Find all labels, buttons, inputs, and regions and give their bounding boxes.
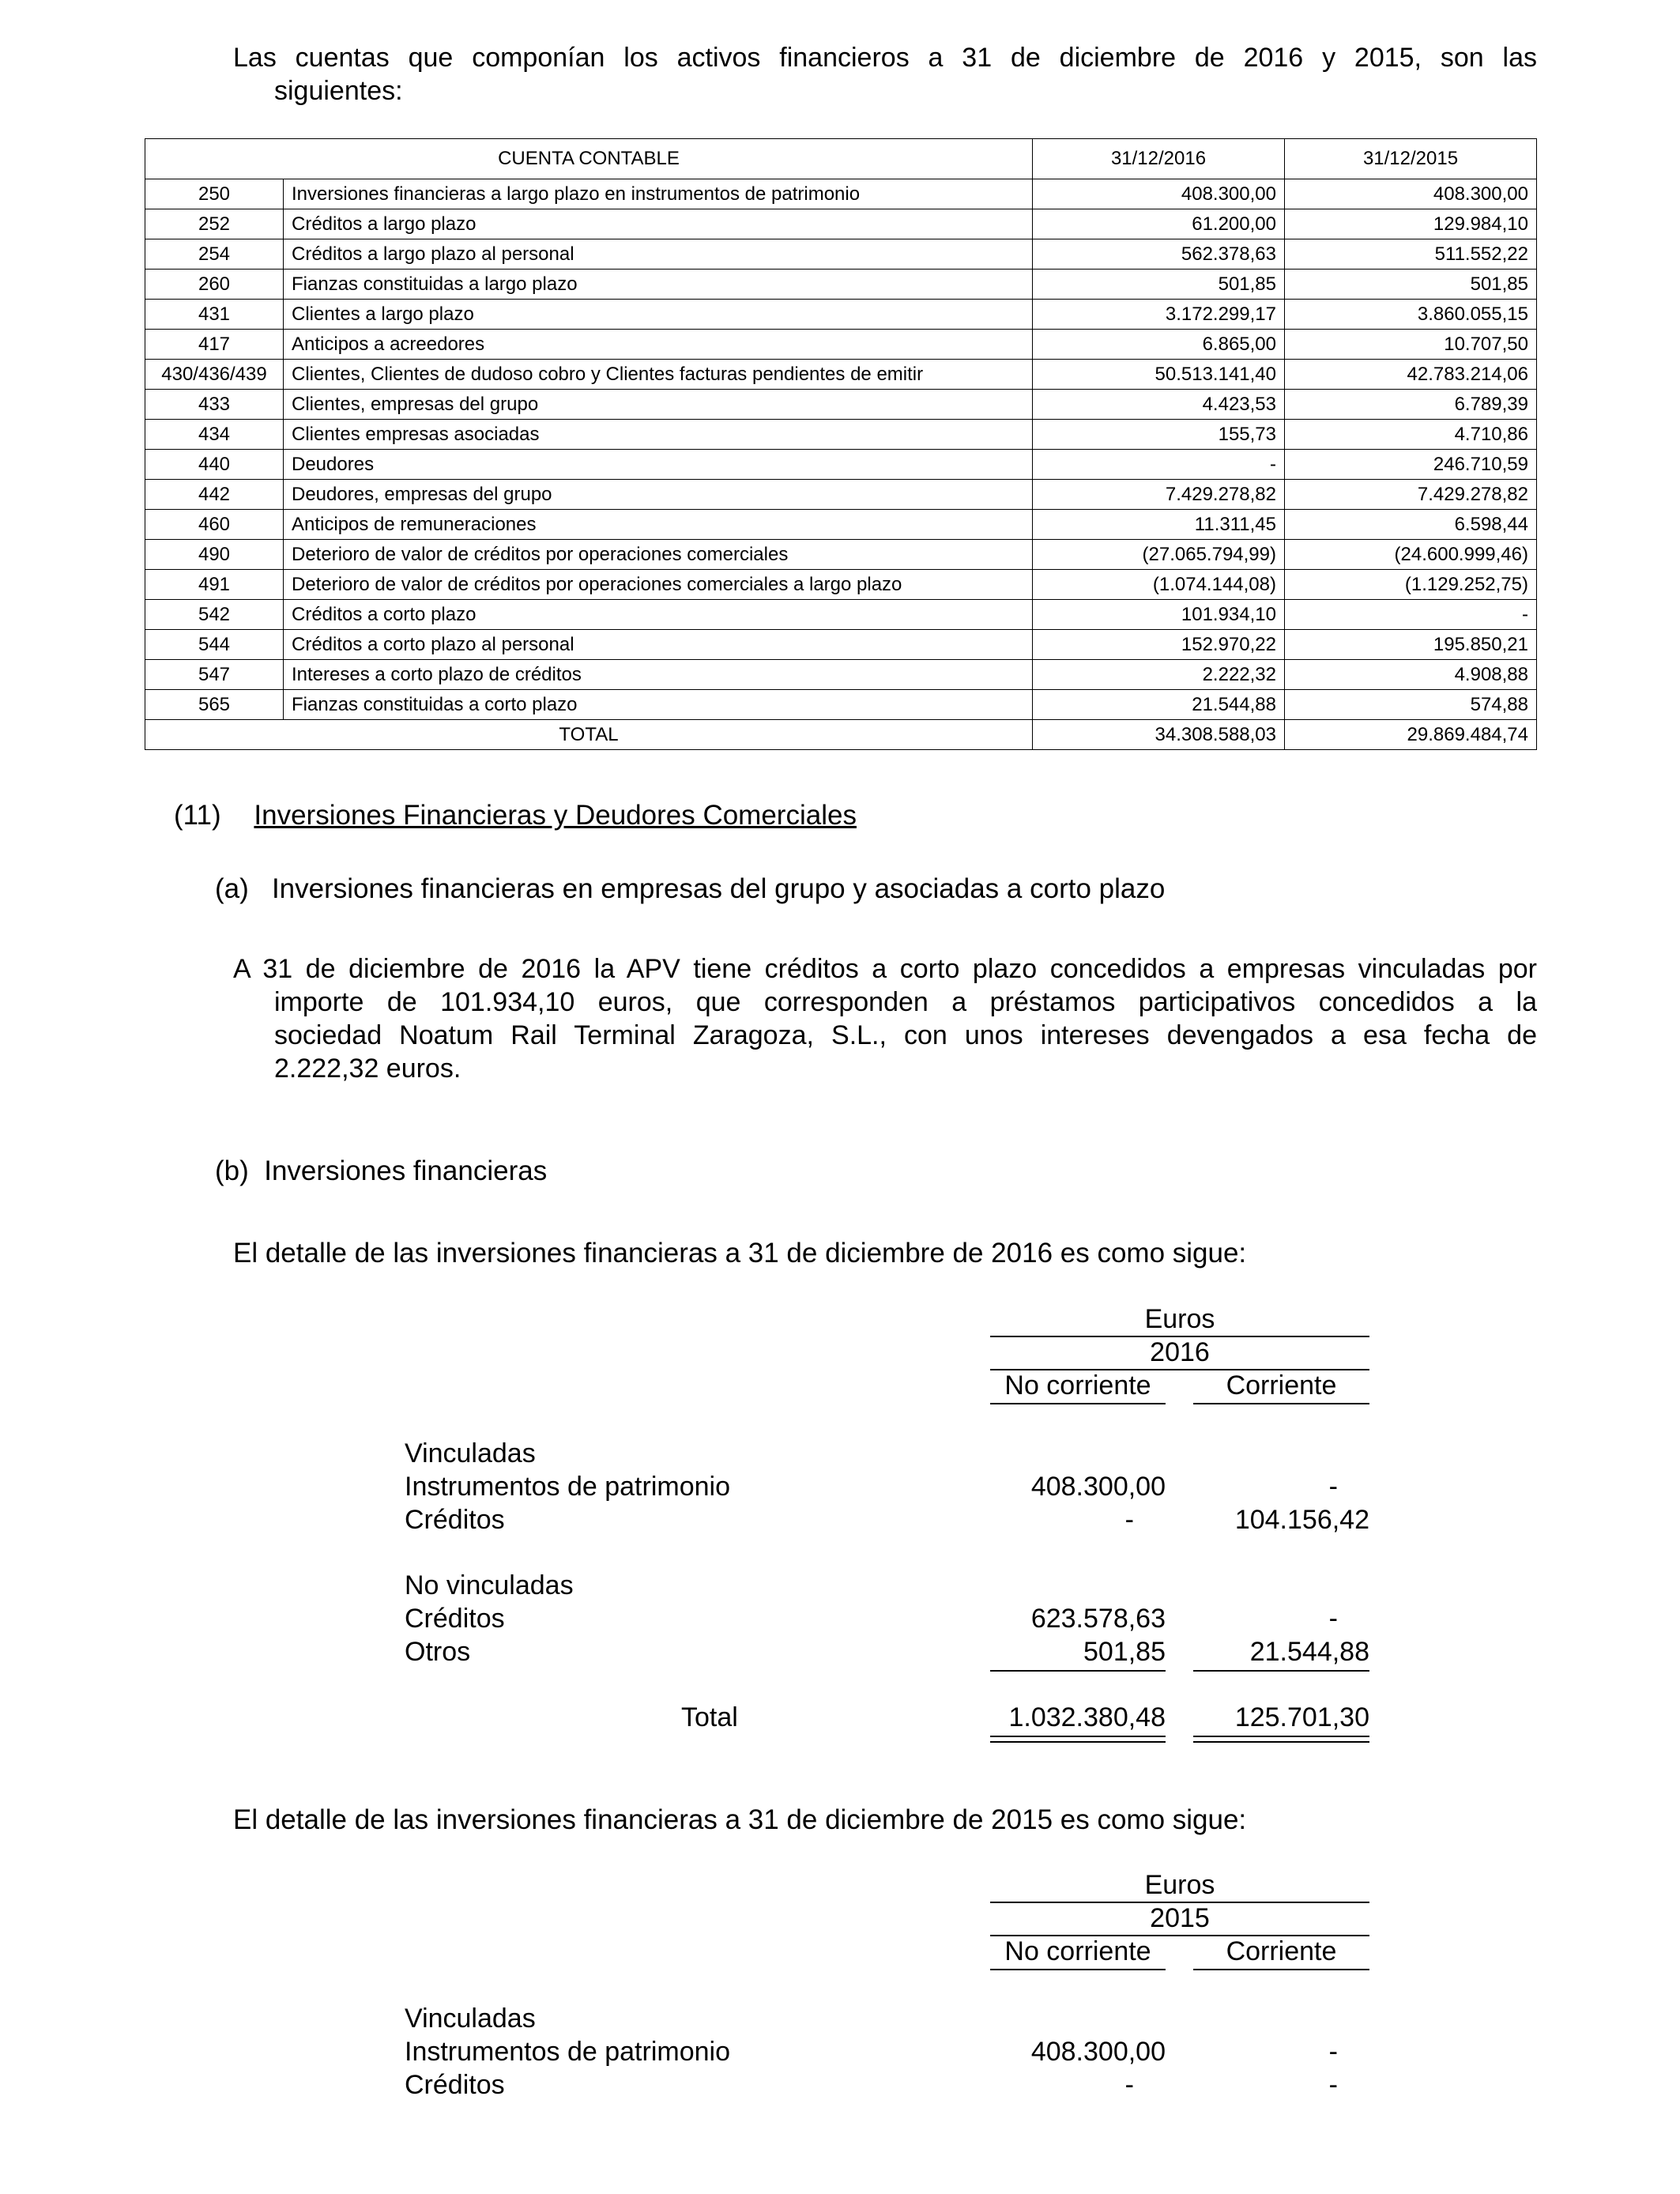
value-2016: 6.865,00 (1033, 330, 1285, 360)
table-row (145, 540, 1537, 570)
d16-v-instr-c2: - (1328, 1472, 1338, 1502)
d16-sum-rule-b (1193, 1670, 1369, 1672)
value-2015: 246.710,59 (1285, 450, 1537, 480)
value-2015: 408.300,00 (1285, 179, 1537, 209)
detail-2015-intro: El detalle de las inversiones financieras a 31 de diciembre de 2015 es como sigue: (233, 1804, 1247, 1835)
value-2016: 11.311,45 (1033, 510, 1285, 540)
table-row (145, 600, 1537, 630)
table-row (145, 239, 1537, 270)
account-name: Clientes, Clientes de dudoso cobro y Clientes facturas pendientes de emitir (284, 360, 1033, 390)
value-2016: 501,85 (1033, 270, 1285, 300)
d15-v-cred-c1: - (1124, 2070, 1134, 2100)
d16-v-instr-c1: 408.300,00 (1030, 1472, 1166, 1502)
d16-sum-rule-a (990, 1670, 1166, 1672)
value-2016: (27.065.794,99) (1033, 540, 1285, 570)
account-code: 565 (145, 690, 284, 720)
d16-nv-cred-label: Créditos (405, 1604, 505, 1634)
d15-year: 2015 (1150, 1903, 1210, 1933)
value-2015: 4.908,88 (1285, 660, 1537, 690)
value-2015: 195.850,21 (1285, 630, 1537, 660)
d16-total-double-rule-b (1193, 1736, 1369, 1743)
account-code: 491 (145, 570, 284, 600)
account-name: Deterioro de valor de créditos por operaciones comerciales a largo plazo (284, 570, 1033, 600)
d16-no-vinculadas: No vinculadas (405, 1570, 574, 1600)
d15-v-instr-c1: 408.300,00 (1030, 2037, 1166, 2067)
section-a-line-2: importe de 101.934,10 euros, que corresponden a préstamos participativos concedidos a la (274, 987, 1537, 1017)
section-11-number: (11) (174, 800, 221, 831)
account-name: Créditos a corto plazo (284, 600, 1033, 630)
d16-vinculadas: Vinculadas (405, 1438, 536, 1468)
d16-col-current: Corriente (1226, 1370, 1337, 1400)
d16-total-c1: 1.032.380,48 (1008, 1702, 1166, 1732)
account-code: 417 (145, 330, 284, 360)
value-2015: 129.984,10 (1285, 209, 1537, 239)
value-2016: 61.200,00 (1033, 209, 1285, 239)
value-2016: 21.544,88 (1033, 690, 1285, 720)
d16-v-cred-label: Créditos (405, 1505, 505, 1535)
value-2015: 574,88 (1285, 690, 1537, 720)
account-code: 490 (145, 540, 284, 570)
account-code: 252 (145, 209, 284, 239)
account-code: 460 (145, 510, 284, 540)
value-2015: 6.789,39 (1285, 390, 1537, 420)
value-2016: - (1033, 450, 1285, 480)
d15-rule-3b (1193, 1969, 1369, 1970)
account-name: Fianzas constituidas a largo plazo (284, 270, 1033, 300)
value-2016: 155,73 (1033, 420, 1285, 450)
section-11-heading (174, 800, 857, 831)
value-2016: 562.378,63 (1033, 239, 1285, 270)
detail-2016-intro: El detalle de las inversiones financieras a 31 de diciembre de 2016 es como sigue: (233, 1238, 1247, 1269)
value-2015: 511.552,22 (1285, 239, 1537, 270)
section-a-line-4: 2.222,32 euros. (274, 1054, 461, 1084)
d15-v-cred-label: Créditos (405, 2070, 505, 2100)
value-2015: (24.600.999,46) (1285, 540, 1537, 570)
intro-line-1: Las cuentas que componían los activos financieros a 31 de diciembre de 2016 y 2015, son las (233, 43, 1537, 73)
table-row (145, 300, 1537, 330)
d15-col-current: Corriente (1226, 1936, 1337, 1966)
accounts-table (145, 138, 1537, 750)
total-label: TOTAL (145, 720, 1033, 750)
value-2015: 501,85 (1285, 270, 1537, 300)
d16-nv-otros-c1: 501,85 (1083, 1637, 1166, 1667)
account-name: Créditos a largo plazo (284, 209, 1033, 239)
value-2015: 3.860.055,15 (1285, 300, 1537, 330)
account-code: 431 (145, 300, 284, 330)
table-row (145, 360, 1537, 390)
account-code: 250 (145, 179, 284, 209)
d16-currency: Euros (1144, 1304, 1215, 1334)
value-2016: 2.222,32 (1033, 660, 1285, 690)
account-code: 260 (145, 270, 284, 300)
value-2016: 4.423,53 (1033, 390, 1285, 420)
d15-rule-3a (990, 1969, 1166, 1970)
value-2016: 152.970,22 (1033, 630, 1285, 660)
intro-line-2: siguientes: (274, 76, 403, 106)
d15-v-instr-c2: - (1328, 2037, 1338, 2067)
account-code: 442 (145, 480, 284, 510)
account-name: Créditos a largo plazo al personal (284, 239, 1033, 270)
value-2015: 10.707,50 (1285, 330, 1537, 360)
section-a-heading: (a) Inversiones financieras en empresas del grupo y asociadas a corto plazo (215, 873, 1166, 904)
table-row (145, 690, 1537, 720)
table-row (145, 209, 1537, 239)
d15-col-noncurrent: No corriente (1004, 1936, 1151, 1966)
table-row (145, 570, 1537, 600)
account-name: Fianzas constituidas a corto plazo (284, 690, 1033, 720)
d16-v-instr-label: Instrumentos de patrimonio (405, 1472, 730, 1502)
header-2016: 31/12/2016 (1033, 139, 1285, 179)
d16-nv-cred-c1: 623.578,63 (1030, 1604, 1166, 1634)
d16-v-cred-c2: 104.156,42 (1234, 1505, 1369, 1535)
total-2015: 29.869.484,74 (1285, 720, 1537, 750)
header-account: CUENTA CONTABLE (145, 139, 1033, 179)
value-2016: 408.300,00 (1033, 179, 1285, 209)
d16-rule-3a (990, 1403, 1166, 1404)
section-b-heading: (b) Inversiones financieras (215, 1155, 548, 1186)
value-2016: (1.074.144,08) (1033, 570, 1285, 600)
table-row (145, 660, 1537, 690)
table-row (145, 390, 1537, 420)
d16-rule-3b (1193, 1403, 1369, 1404)
intro-paragraph (233, 41, 1537, 107)
account-code: 434 (145, 420, 284, 450)
table-row (145, 630, 1537, 660)
account-name: Deudores (284, 450, 1033, 480)
d16-total-c2: 125.701,30 (1234, 1702, 1369, 1732)
d16-nv-otros-label: Otros (405, 1637, 471, 1667)
value-2016: 3.172.299,17 (1033, 300, 1285, 330)
d15-vinculadas: Vinculadas (405, 2004, 536, 2034)
account-name: Anticipos a acreedores (284, 330, 1033, 360)
d16-v-cred-c1: - (1124, 1505, 1134, 1535)
d15-currency: Euros (1144, 1870, 1215, 1900)
accounts-table-body (145, 179, 1537, 720)
total-2016: 34.308.588,03 (1033, 720, 1285, 750)
value-2016: 101.934,10 (1033, 600, 1285, 630)
table-row (145, 420, 1537, 450)
value-2016: 50.513.141,40 (1033, 360, 1285, 390)
section-a-line-1: A 31 de diciembre de 2016 la APV tiene créditos a corto plazo concedidos a empresas vinculadas por (233, 954, 1537, 984)
d16-year: 2016 (1150, 1337, 1210, 1367)
table-row (145, 270, 1537, 300)
table-row (145, 450, 1537, 480)
account-name: Deudores, empresas del grupo (284, 480, 1033, 510)
account-code: 254 (145, 239, 284, 270)
value-2015: 4.710,86 (1285, 420, 1537, 450)
accounts-table-header (145, 139, 1537, 179)
d16-total-double-rule-a (990, 1736, 1166, 1743)
account-code: 440 (145, 450, 284, 480)
value-2015: 42.783.214,06 (1285, 360, 1537, 390)
account-name: Clientes, empresas del grupo (284, 390, 1033, 420)
value-2016: 7.429.278,82 (1033, 480, 1285, 510)
account-name: Deterioro de valor de créditos por operaciones comerciales (284, 540, 1033, 570)
account-code: 547 (145, 660, 284, 690)
account-code: 433 (145, 390, 284, 420)
d16-nv-otros-c2: 21.544,88 (1249, 1637, 1369, 1667)
section-a-line-3: sociedad Noatum Rail Terminal Zaragoza, S.L., con unos intereses devengados a esa fecha de (274, 1020, 1537, 1050)
account-name: Intereses a corto plazo de créditos (284, 660, 1033, 690)
account-name: Anticipos de remuneraciones (284, 510, 1033, 540)
table-row (145, 330, 1537, 360)
value-2015: 6.598,44 (1285, 510, 1537, 540)
section-a-paragraph (233, 952, 1537, 1085)
account-name: Créditos a corto plazo al personal (284, 630, 1033, 660)
accounts-table-total-row (145, 720, 1537, 750)
d15-v-cred-c2: - (1328, 2070, 1338, 2100)
account-name: Clientes a largo plazo (284, 300, 1033, 330)
account-code: 544 (145, 630, 284, 660)
table-row (145, 510, 1537, 540)
table-row (145, 179, 1537, 209)
d16-col-noncurrent: No corriente (1004, 1370, 1151, 1400)
d16-nv-cred-c2: - (1328, 1604, 1338, 1634)
section-11-title: Inversiones Financieras y Deudores Comerciales (254, 800, 857, 831)
account-code: 430/436/439 (145, 360, 284, 390)
account-name: Clientes empresas asociadas (284, 420, 1033, 450)
d15-v-instr-label: Instrumentos de patrimonio (405, 2037, 730, 2067)
account-code: 542 (145, 600, 284, 630)
value-2015: (1.129.252,75) (1285, 570, 1537, 600)
value-2015: - (1285, 600, 1537, 630)
header-2015: 31/12/2015 (1285, 139, 1537, 179)
table-row (145, 480, 1537, 510)
account-name: Inversiones financieras a largo plazo en instrumentos de patrimonio (284, 179, 1033, 209)
value-2015: 7.429.278,82 (1285, 480, 1537, 510)
d16-total-label: Total (681, 1702, 738, 1732)
